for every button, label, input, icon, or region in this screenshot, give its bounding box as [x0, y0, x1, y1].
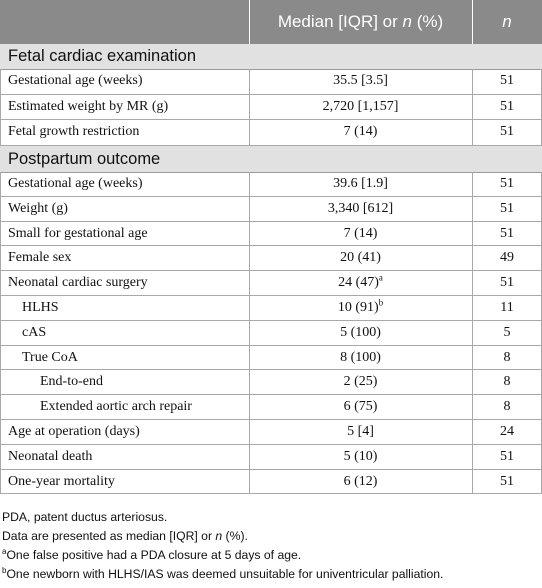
table-row	[0, 470, 542, 495]
table-row	[0, 321, 542, 346]
table-row	[0, 172, 542, 197]
row-label: One-year mortality	[8, 473, 115, 489]
row-value-text: 20 (41)	[340, 250, 381, 266]
table-row	[0, 346, 542, 371]
row-value-text: 8 (100)	[340, 349, 381, 365]
table-row	[0, 370, 542, 395]
row-n: 8	[503, 399, 511, 415]
row-value	[249, 69, 472, 94]
row-value-text: 10 (91)	[337, 300, 379, 315]
cell-divider	[0, 120, 1, 145]
row-value	[249, 370, 472, 394]
footnote-b	[2, 567, 443, 581]
row-label: Neonatal cardiac surgery	[8, 275, 148, 291]
row-value-text: 2,720 [1,157]	[322, 98, 399, 114]
header-divider	[472, 0, 473, 44]
row-n: 51	[500, 225, 514, 241]
header-n-label: n	[502, 12, 512, 31]
row-value	[249, 222, 472, 246]
row-value	[249, 197, 472, 221]
row-value	[249, 271, 472, 295]
cell-divider	[0, 420, 1, 444]
row-n: 49	[500, 250, 514, 266]
footnote-a	[2, 548, 301, 562]
row-value-text: 7 (14)	[343, 225, 378, 241]
footnote-b-text: One newborn with HLHS/IAS was deemed unsuitable for univentricular palliation.	[6, 567, 444, 581]
row-label: Age at operation (days)	[8, 424, 140, 439]
header-value-post: (%)	[412, 12, 444, 31]
row-footnote-mark: b	[378, 297, 384, 308]
row-value	[249, 445, 472, 469]
footnote-data-pre: Data are presented as median [IQR] or	[2, 529, 216, 543]
row-label: Fetal growth restriction	[8, 124, 140, 140]
row-value	[249, 172, 472, 196]
row-value-text: 6 (75)	[343, 399, 378, 415]
row-value	[249, 120, 472, 145]
row-value-text: 5 [4]	[347, 424, 374, 439]
row-label: Extended aortic arch repair	[40, 399, 192, 415]
cell-divider	[0, 346, 1, 370]
table-row	[0, 69, 542, 95]
row-value-text: 7 (14)	[343, 124, 378, 140]
footnote-data-post: (%).	[222, 529, 248, 543]
row-label: Small for gestational age	[8, 225, 148, 241]
table-row	[0, 120, 542, 146]
row-value-text: 35.5 [3.5]	[333, 73, 388, 88]
cell-divider	[0, 321, 1, 345]
row-value-text: 3,340 [612]	[327, 200, 394, 216]
cell-divider	[0, 246, 1, 270]
table-row	[0, 222, 542, 247]
table-row	[0, 445, 542, 470]
row-n: 51	[500, 98, 514, 114]
row-label: HLHS	[22, 300, 59, 315]
footnote-data-format	[2, 529, 248, 543]
row-n: 51	[500, 473, 514, 489]
row-n: 51	[500, 124, 514, 140]
cell-divider	[0, 296, 1, 320]
row-value	[249, 420, 472, 444]
table-row	[0, 197, 542, 222]
row-label: Gestational age (weeks)	[8, 73, 143, 88]
row-value-text: 39.6 [1.9]	[333, 176, 388, 191]
row-n: 5	[503, 324, 511, 340]
row-value	[249, 95, 472, 120]
header-n-column	[472, 0, 542, 44]
row-value-text: 5 (100)	[340, 324, 381, 340]
row-value	[249, 321, 472, 345]
row-value	[249, 296, 472, 320]
footnote-data-n: n	[215, 529, 223, 543]
row-value	[249, 346, 472, 370]
row-n: 51	[500, 200, 514, 216]
cell-divider	[0, 445, 1, 469]
row-value	[249, 395, 472, 419]
header-value-column	[249, 0, 472, 44]
row-value	[249, 246, 472, 270]
table-header	[0, 0, 542, 44]
row-n: 51	[500, 73, 514, 88]
table-row	[0, 395, 542, 420]
cell-divider	[0, 172, 1, 196]
cell-divider	[0, 395, 1, 419]
section-header	[0, 44, 542, 70]
row-n: 11	[500, 300, 514, 315]
cell-divider	[0, 69, 1, 94]
row-n: 24	[500, 424, 514, 439]
row-label: True CoA	[22, 349, 78, 365]
table-row	[0, 420, 542, 445]
footnote-a-text: One false positive had a PDA closure at 5 days of age.	[6, 548, 302, 562]
row-n: 51	[500, 275, 514, 291]
cell-divider	[0, 222, 1, 246]
row-label: cAS	[22, 324, 47, 340]
row-value	[249, 470, 472, 494]
row-n: 51	[500, 448, 514, 464]
row-label: Weight (g)	[8, 200, 68, 216]
row-n: 8	[503, 374, 511, 390]
row-value-text: 2 (25)	[343, 374, 378, 390]
section-title: Fetal cardiac examination	[8, 47, 197, 65]
row-label: Female sex	[8, 250, 72, 266]
section-title: Postpartum outcome	[8, 150, 161, 168]
row-value-text: 5 (10)	[343, 448, 378, 464]
table-row	[0, 296, 542, 321]
header-value-n: n	[402, 12, 412, 31]
footnote-b-mark: b	[2, 565, 7, 575]
table-row	[0, 271, 542, 296]
row-label: Gestational age (weeks)	[8, 176, 143, 191]
table-row	[0, 246, 542, 271]
header-divider	[249, 0, 250, 44]
cell-divider	[0, 95, 1, 120]
row-value-text: 6 (12)	[343, 473, 378, 489]
row-label: End-to-end	[40, 374, 103, 390]
footnote-a-mark: a	[2, 546, 7, 556]
row-n: 51	[500, 176, 514, 191]
table-row	[0, 95, 542, 121]
header-value-pre: Median [IQR] or	[277, 12, 403, 31]
row-value-text: 24 (47)	[338, 275, 379, 291]
row-label: Neonatal death	[8, 448, 93, 464]
cell-divider	[0, 470, 1, 494]
cell-divider	[0, 370, 1, 394]
row-n: 8	[503, 349, 511, 365]
cell-divider	[0, 271, 1, 295]
cell-divider	[0, 197, 1, 221]
row-label: Estimated weight by MR (g)	[8, 98, 169, 114]
row-footnote-mark: a	[378, 272, 383, 283]
footnote-abbreviation: PDA, patent ductus arteriosus.	[2, 510, 168, 524]
section-header	[0, 146, 542, 173]
